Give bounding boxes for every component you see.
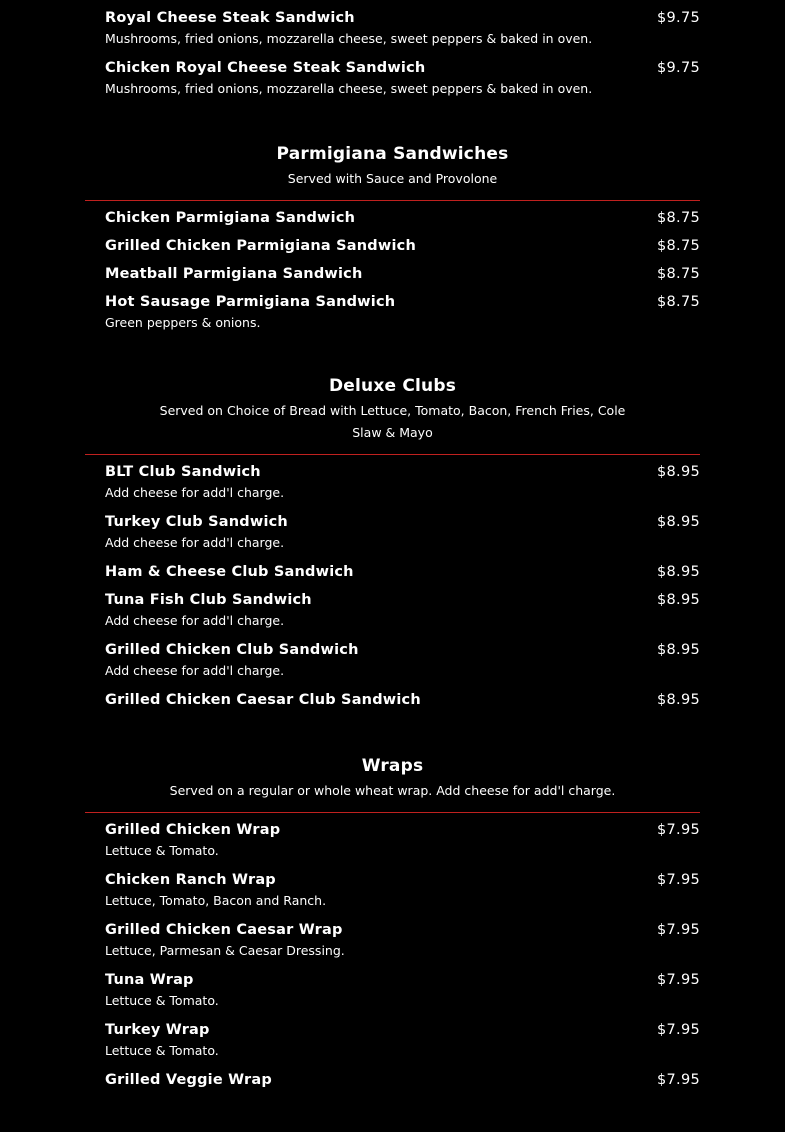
menu-item <box>105 260 700 288</box>
menu-item <box>105 686 700 714</box>
menu-item-price: $8.75 <box>656 238 700 254</box>
menu-item-price: $8.95 <box>656 642 700 658</box>
menu-item <box>105 916 700 962</box>
menu-item <box>105 4 700 50</box>
section-header <box>85 140 700 201</box>
menu-item-name: Hot Sausage Parmigiana Sandwich <box>105 294 396 310</box>
menu-item-price: $8.75 <box>656 210 700 226</box>
menu-item-price: $8.95 <box>656 514 700 530</box>
menu-item-name: Tuna Wrap <box>105 972 194 988</box>
menu-item <box>105 204 700 232</box>
menu-item-list <box>0 4 785 100</box>
menu-item-row <box>105 558 700 586</box>
menu-item-name: Grilled Veggie Wrap <box>105 1072 272 1088</box>
menu-item-list <box>0 458 785 714</box>
menu-item <box>105 866 700 912</box>
section-subtitle: Served with Sauce and Provolone <box>287 171 498 186</box>
menu-item-description: Green peppers & onions. <box>105 315 261 330</box>
menu-item <box>105 1016 700 1062</box>
menu-item <box>105 458 700 504</box>
menu-item-description: Add cheese for add'l charge. <box>105 535 285 550</box>
menu-item-description: Lettuce & Tomato. <box>105 1043 219 1058</box>
menu-item <box>105 232 700 260</box>
menu-item-description: Lettuce & Tomato. <box>105 993 219 1008</box>
menu-item-price: $8.95 <box>656 592 700 608</box>
menu-item <box>105 586 700 632</box>
menu-section <box>0 752 785 1094</box>
menu-item <box>105 54 700 100</box>
menu-item <box>105 636 700 682</box>
menu-item-price: $9.75 <box>656 10 700 26</box>
menu-item-name: Grilled Chicken Caesar Wrap <box>105 922 343 938</box>
menu-content <box>0 4 785 1132</box>
menu-item-name: Chicken Ranch Wrap <box>105 872 276 888</box>
menu-item-price: $7.95 <box>656 972 700 988</box>
section-subtitle: Served on Choice of Bread with Lettuce, Tomato, Bacon, French Fries, Cole Slaw & Mayo <box>159 403 626 440</box>
menu-item-price: $9.75 <box>656 60 700 76</box>
menu-section <box>0 372 785 714</box>
menu-item-row <box>105 1066 700 1094</box>
menu-item-name: Chicken Royal Cheese Steak Sandwich <box>105 60 426 76</box>
menu-item-list <box>0 204 785 334</box>
menu-item-name: Turkey Wrap <box>105 1022 210 1038</box>
menu-item-price: $7.95 <box>656 1072 700 1088</box>
menu-item-name: Ham & Cheese Club Sandwich <box>105 564 354 580</box>
section-title: Parmigiana Sandwiches <box>276 144 509 164</box>
menu-item-price: $8.95 <box>656 464 700 480</box>
menu-item <box>105 966 700 1012</box>
menu-section <box>0 4 785 100</box>
menu-item-name: Tuna Fish Club Sandwich <box>105 592 312 608</box>
menu-item-row <box>105 686 700 714</box>
menu-item <box>105 288 700 334</box>
menu-item-price: $8.75 <box>656 294 700 310</box>
menu-item-name: Meatball Parmigiana Sandwich <box>105 266 363 282</box>
menu-item-list <box>0 816 785 1094</box>
menu-item-description: Add cheese for add'l charge. <box>105 485 285 500</box>
menu-item-row <box>105 232 700 260</box>
menu-item-name: Grilled Chicken Wrap <box>105 822 281 838</box>
section-title: Deluxe Clubs <box>328 376 457 396</box>
menu-item-price: $7.95 <box>656 922 700 938</box>
menu-item-price: $8.75 <box>656 266 700 282</box>
menu-item-name: Grilled Chicken Club Sandwich <box>105 642 359 658</box>
section-subtitle: Served on a regular or whole wheat wrap. Add cheese for add'l charge. <box>169 783 616 798</box>
menu-item-name: Grilled Chicken Parmigiana Sandwich <box>105 238 416 254</box>
menu-item-row <box>105 260 700 288</box>
section-header <box>85 752 700 813</box>
menu-item <box>105 558 700 586</box>
menu-item-name: Royal Cheese Steak Sandwich <box>105 10 355 26</box>
menu-item-name: Grilled Chicken Caesar Club Sandwich <box>105 692 421 708</box>
menu-item-price: $8.95 <box>656 692 700 708</box>
menu-item <box>105 1066 700 1094</box>
menu-item-description: Lettuce, Parmesan & Caesar Dressing. <box>105 943 345 958</box>
menu-section <box>0 140 785 334</box>
menu-item-description: Add cheese for add'l charge. <box>105 613 285 628</box>
menu-item-description: Add cheese for add'l charge. <box>105 663 285 678</box>
menu-item-price: $7.95 <box>656 822 700 838</box>
section-header <box>85 372 700 455</box>
menu-item <box>105 508 700 554</box>
menu-item-description: Lettuce, Tomato, Bacon and Ranch. <box>105 893 327 908</box>
menu-item <box>105 816 700 862</box>
menu-item-price: $8.95 <box>656 564 700 580</box>
menu-item-description: Lettuce & Tomato. <box>105 843 219 858</box>
menu-item-name: Chicken Parmigiana Sandwich <box>105 210 356 226</box>
menu-item-name: BLT Club Sandwich <box>105 464 261 480</box>
menu-item-description: Mushrooms, fried onions, mozzarella cheese, sweet peppers & baked in oven. <box>105 81 593 96</box>
menu-item-price: $7.95 <box>656 872 700 888</box>
menu-item-description: Mushrooms, fried onions, mozzarella cheese, sweet peppers & baked in oven. <box>105 31 593 46</box>
menu-item-price: $7.95 <box>656 1022 700 1038</box>
menu-item-name: Turkey Club Sandwich <box>105 514 288 530</box>
menu-item-row <box>105 204 700 232</box>
section-title: Wraps <box>361 756 424 776</box>
